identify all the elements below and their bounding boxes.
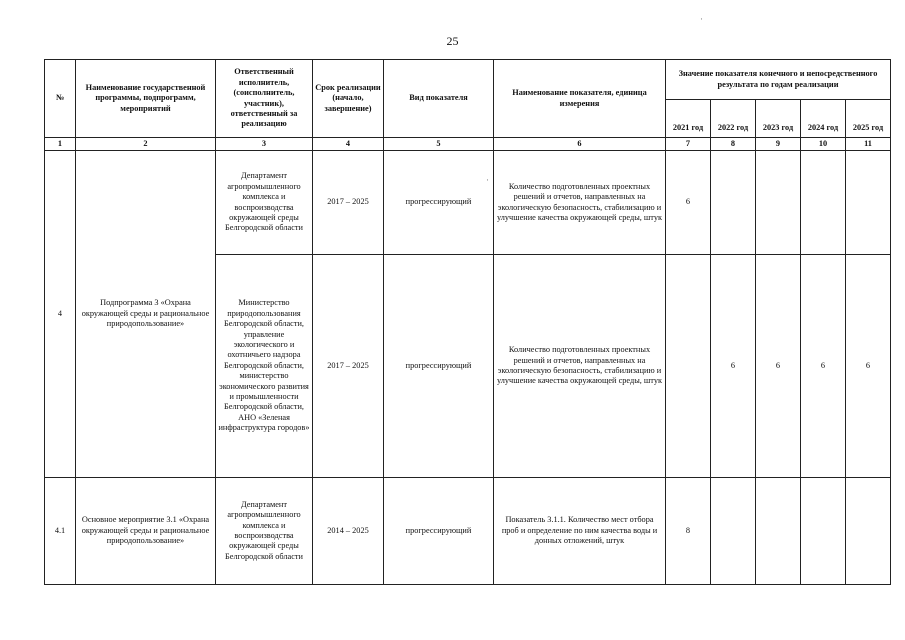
scan-dot: · [486, 175, 489, 185]
header-num: № [45, 60, 76, 138]
column-number: 7 [666, 138, 711, 151]
header-program: Наименование государственной программы, подпрограмм, мероприятий [76, 60, 216, 138]
indicator-type: прогрессирующий [384, 151, 494, 255]
column-number: 1 [45, 138, 76, 151]
column-number: 2 [76, 138, 216, 151]
period: 2017 – 2025 [313, 255, 384, 478]
program-name: Подпрограмма 3 «Охрана окружающей среды и рациональное природопользование» [76, 151, 216, 478]
header-executor: Ответственный исполнитель, (соисполнитель, участник), ответственный за реализацию [216, 60, 313, 138]
value-2022 [711, 151, 756, 255]
header-year: 2024 год [801, 100, 846, 138]
column-number: 3 [216, 138, 313, 151]
indicator-type: прогрессирующий [384, 255, 494, 478]
header-period: Срок реализации (начало, завершение) [313, 60, 384, 138]
header-year: 2022 год [711, 100, 756, 138]
value-2025: 6 [846, 255, 891, 478]
executor: Министерство природопользования Белгородской области, управление экологического и охотничьего надзора Белгородской области, министерство экономического развития и промышленности Белгородской области, АНО «Зеленая инфраструктура городов» [216, 255, 313, 478]
header-indicator-name: Наименование показателя, единица измерения [494, 60, 666, 138]
column-numbers-row [45, 138, 891, 151]
program-name: Основное мероприятие 3.1 «Охрана окружающей среды и рациональное природопользование» [76, 478, 216, 585]
header-year: 2023 год [756, 100, 801, 138]
value-2025 [846, 151, 891, 255]
header-year: 2021 год [666, 100, 711, 138]
column-number: 10 [801, 138, 846, 151]
header-year: 2025 год [846, 100, 891, 138]
page-number: 25 [446, 34, 459, 48]
indicator-name: Количество подготовленных проектных решений и отчетов, направленных на экологическую безопасность, стабилизацию и улучшение качества окружающей среды, штук [494, 255, 666, 478]
value-2021 [666, 255, 711, 478]
indicators-table [44, 59, 891, 585]
row-num: 4 [45, 151, 76, 478]
executor: Департамент агропромышленного комплекса и воспроизводства окружающей среды Белгородской области [216, 151, 313, 255]
value-2023 [756, 151, 801, 255]
value-2024 [801, 478, 846, 585]
value-2022: 6 [711, 255, 756, 478]
value-2024 [801, 151, 846, 255]
header-values-group: Значение показателя конечного и непосредственного результата по годам реализации [666, 60, 891, 100]
column-number: 9 [756, 138, 801, 151]
column-number: 6 [494, 138, 666, 151]
period: 2014 – 2025 [313, 478, 384, 585]
row-num: 4.1 [45, 478, 76, 585]
table-row [45, 478, 891, 585]
column-number: 5 [384, 138, 494, 151]
period: 2017 – 2025 [313, 151, 384, 255]
indicator-type: прогрессирующий [384, 478, 494, 585]
value-2023 [756, 478, 801, 585]
executor: Департамент агропромышленного комплекса и воспроизводства окружающей среды Белгородской области [216, 478, 313, 585]
indicator-name: Количество подготовленных проектных решений и отчетов, направленных на экологическую безопасность, стабилизацию и улучшение качества окружающей среды, штук [494, 151, 666, 255]
header-indicator-type: Вид показателя [384, 60, 494, 138]
value-2021: 8 [666, 478, 711, 585]
column-number: 11 [846, 138, 891, 151]
value-2024: 6 [801, 255, 846, 478]
value-2023: 6 [756, 255, 801, 478]
value-2025 [846, 478, 891, 585]
indicator-name: Показатель 3.1.1. Количество мест отбора проб и определение по ним качества воды и донных отложений, штук [494, 478, 666, 585]
value-2021: 6 [666, 151, 711, 255]
scan-dot: · [700, 14, 703, 24]
value-2022 [711, 478, 756, 585]
column-number: 4 [313, 138, 384, 151]
column-number: 8 [711, 138, 756, 151]
table-row [45, 151, 891, 255]
